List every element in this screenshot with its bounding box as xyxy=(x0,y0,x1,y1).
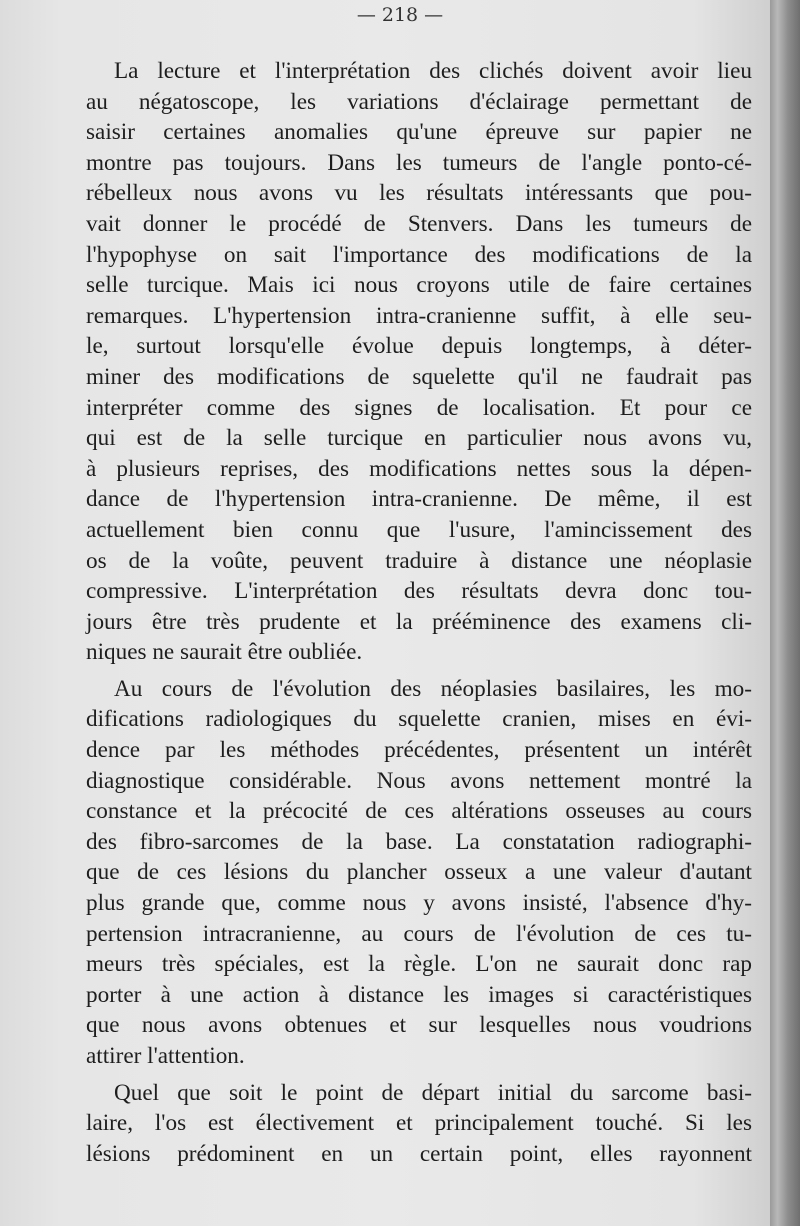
text-line: diagnostique considérable. Nous avons nettement montré la xyxy=(86,767,752,794)
text-line: Au cours de l'évolution des néoplasies basilaires, les mo- xyxy=(114,675,752,702)
text-line: saisir certaines anomalies qu'une épreuve sur papier ne xyxy=(86,119,752,146)
text-line: que nous avons obtenues et sur lesquelles nous voudrions xyxy=(86,1012,752,1039)
text-line: remarques. L'hypertension intra-cranienne suffit, à elle seu- xyxy=(86,302,752,329)
text-line: La lecture et l'interprétation des clichés doivent avoir lieu xyxy=(114,58,752,84)
text-line: os de la voûte, peuvent traduire à distance une néoplasie xyxy=(86,547,752,574)
text-line: meurs très spéciales, est la règle. L'on ne saurait donc rap xyxy=(86,951,752,978)
text-line: plus grande que, comme nous y avons insisté, l'absence d'hy- xyxy=(86,890,752,917)
text-line: selle turcique. Mais ici nous croyons utile de faire certaines xyxy=(86,272,752,299)
text-line: lésions prédominent en un certain point, elles rayonnent xyxy=(86,1140,752,1167)
text-line: Quel que soit le point de départ initial du sarcome basi- xyxy=(114,1079,752,1106)
text-line: l'hypophyse on sait l'importance des modifications de la xyxy=(86,241,752,268)
text-line: des fibro-sarcomes de la base. La constatation radiographi- xyxy=(86,828,752,855)
text-line: interpréter comme des signes de localisation. Et pour ce xyxy=(86,394,752,421)
text-line: niques ne saurait être oubliée. xyxy=(86,639,363,666)
text-line: constance et la précocité de ces altérations osseuses au cours xyxy=(86,798,752,825)
text-line: dence par les méthodes précédentes, présentent un intérêt xyxy=(86,737,752,764)
text-line: qui est de la selle turcique en particulier nous avons vu, xyxy=(86,425,752,452)
text-line: le, surtout lorsqu'elle évolue depuis longtemps, à déter- xyxy=(86,333,752,360)
text-line: dance de l'hypertension intra-cranienne. De même, il est xyxy=(86,486,752,513)
text-line: porter à une action à distance les images si caractéristiques xyxy=(86,981,752,1008)
page-number: — 218 — xyxy=(356,4,444,26)
text-line: que de ces lésions du plancher osseux a une valeur d'autant xyxy=(86,859,752,886)
text-line: actuellement bien connu que l'usure, l'amincissement des xyxy=(86,516,752,543)
text-line: au négatoscope, les variations d'éclairage permettant de xyxy=(86,88,752,115)
paragraph-3 xyxy=(86,1078,752,1170)
text-line: montre pas toujours. Dans les tumeurs de l'angle ponto-cé- xyxy=(86,149,752,176)
text-line: attirer l'attention. xyxy=(86,1043,245,1069)
text-line: pertension intracranienne, au cours de l'évolution de ces tu- xyxy=(86,920,752,947)
paragraph-1 xyxy=(86,56,752,668)
body-text xyxy=(86,56,752,1169)
text-line: jours être très prudente et la prééminence des examens cli- xyxy=(86,608,752,635)
text-line: à plusieurs reprises, des modifications nettes sous la dépen- xyxy=(86,455,752,482)
text-line: vait donner le procédé de Stenvers. Dans les tumeurs de xyxy=(86,210,752,237)
paragraph-2 xyxy=(86,674,752,1072)
text-line: difications radiologiques du squelette cranien, mises en évi- xyxy=(86,706,752,733)
text-line: miner des modifications de squelette qu'il ne faudrait pas xyxy=(86,363,752,390)
page-edge-shadow xyxy=(770,0,800,1226)
text-line: rébelleux nous avons vu les résultats intéressants que pou- xyxy=(86,180,752,207)
text-line: compressive. L'interprétation des résultats devra donc tou- xyxy=(86,578,752,605)
text-line: laire, l'os est électivement et principalement touché. Si les xyxy=(86,1110,752,1137)
